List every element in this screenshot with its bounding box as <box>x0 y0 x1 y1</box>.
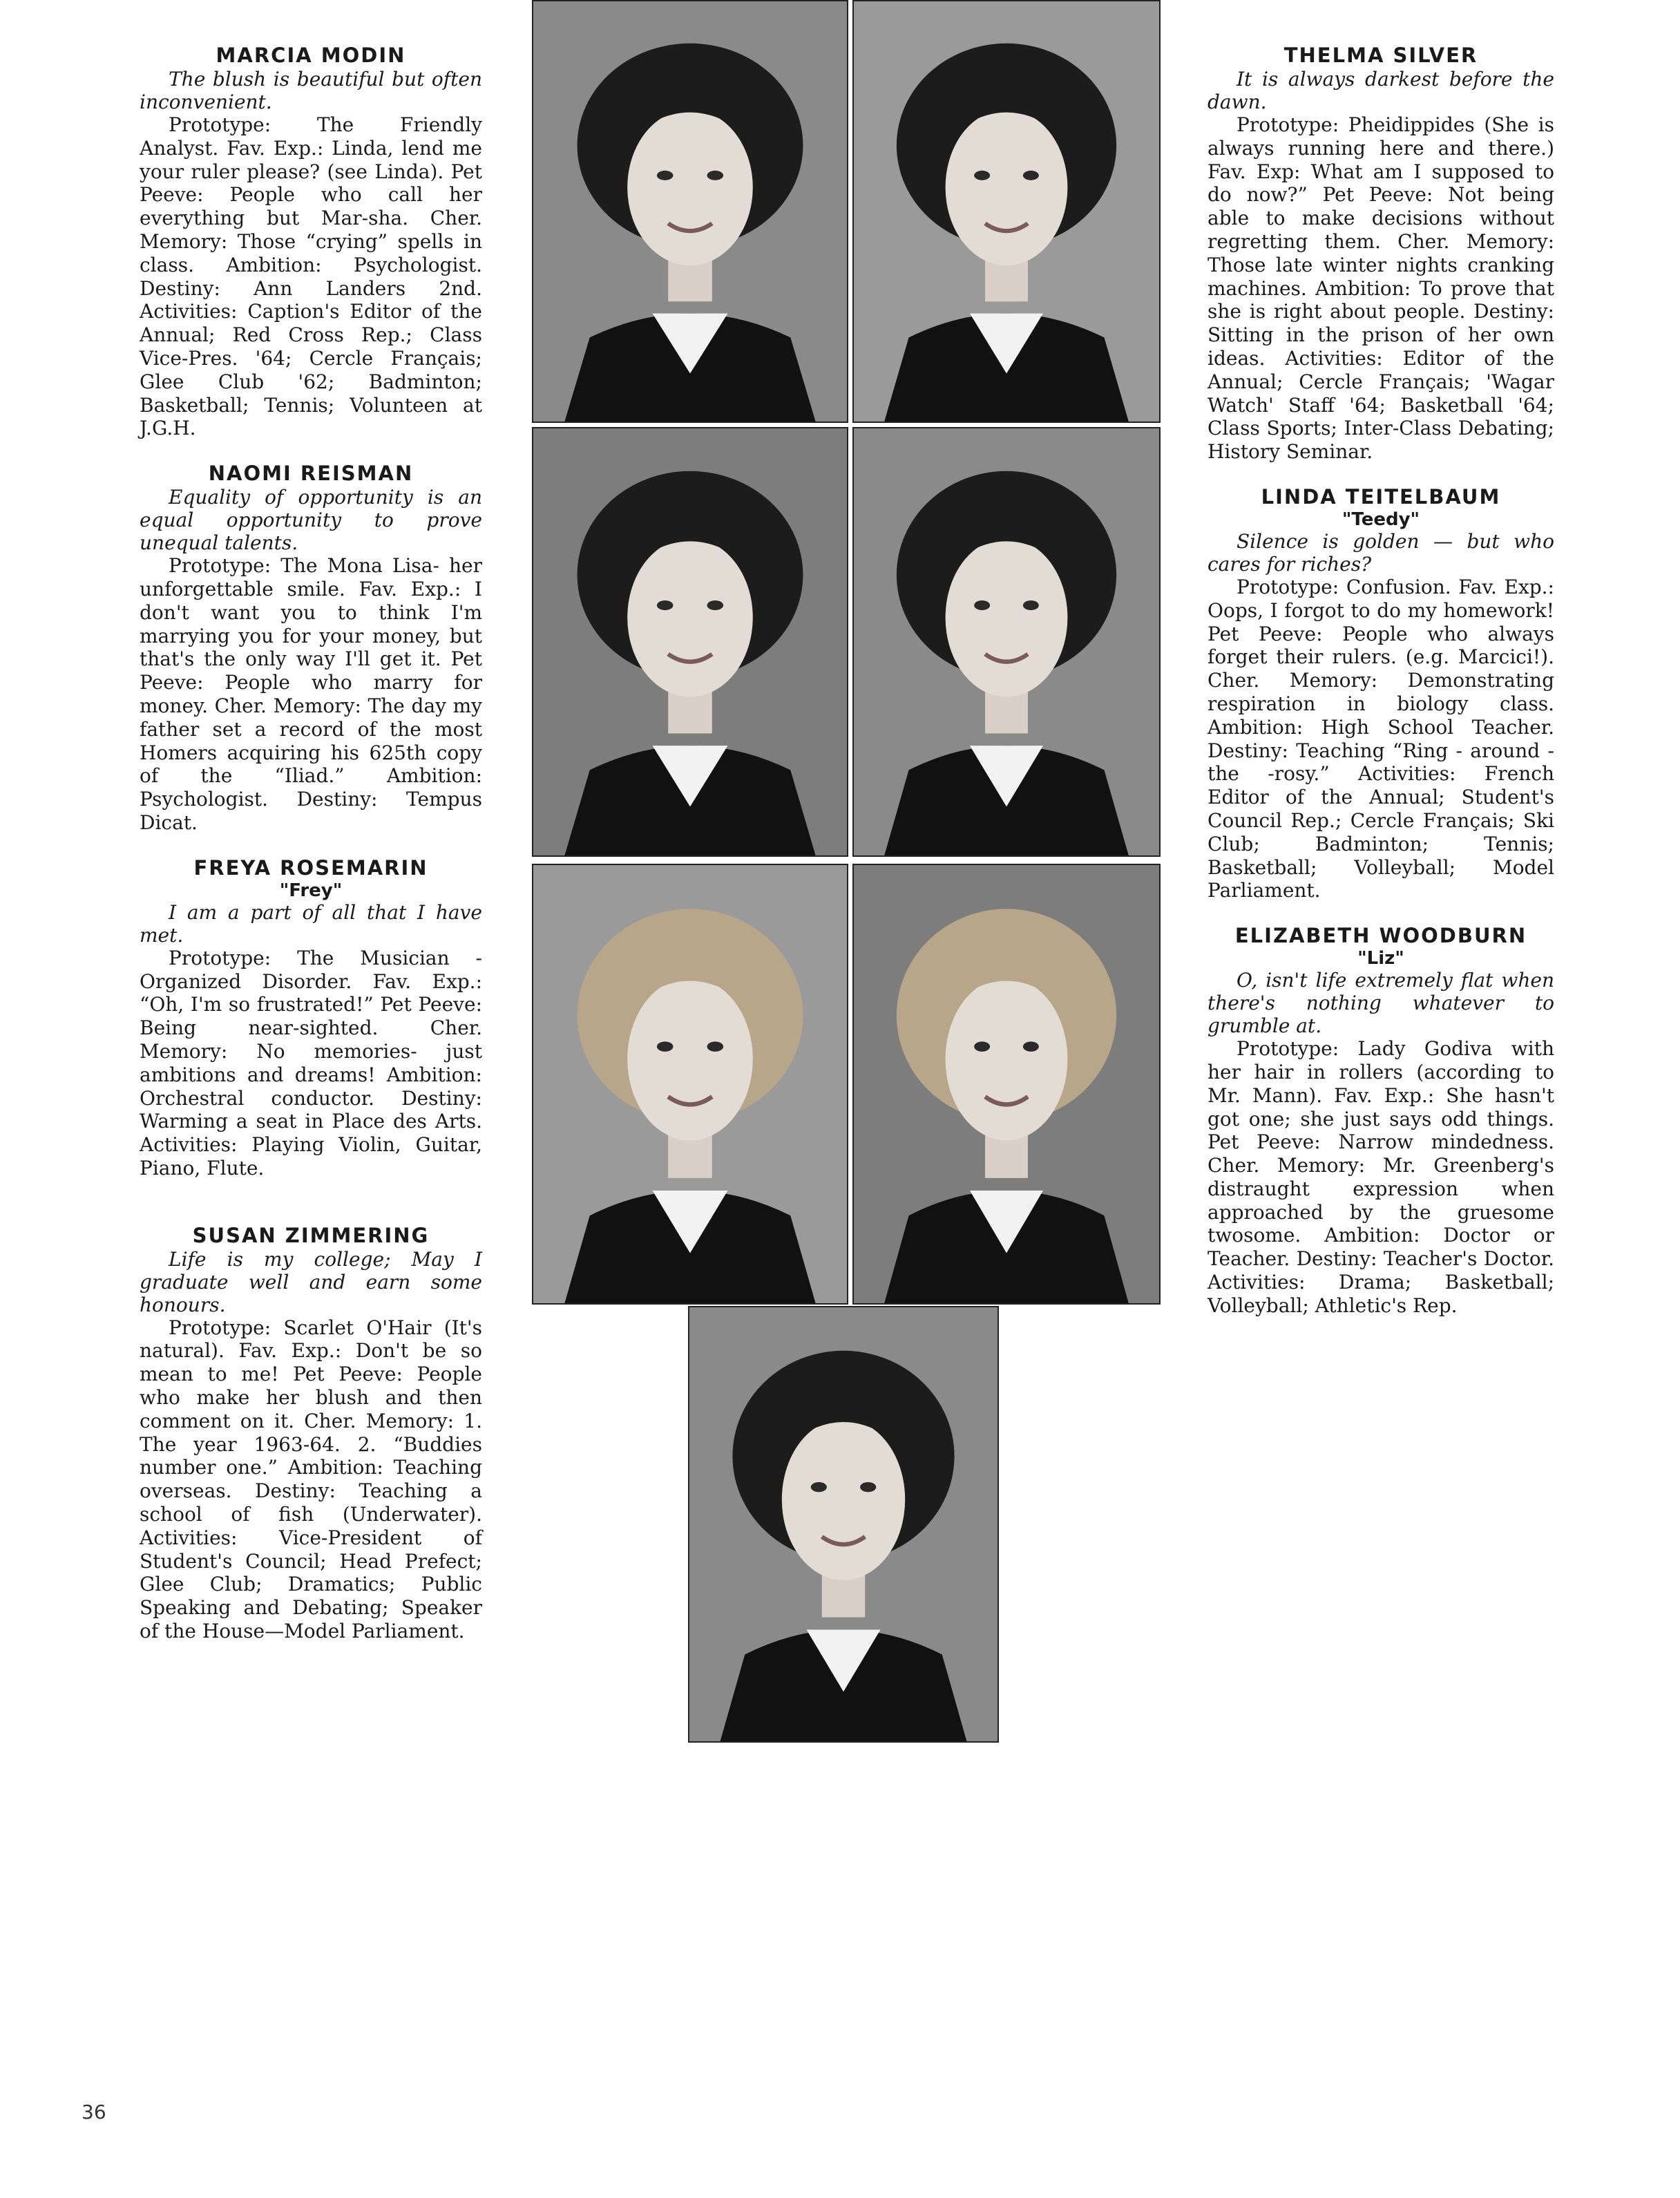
portrait-photo-7 <box>688 1306 999 1743</box>
bio-entry-naomi-reisman <box>140 461 482 835</box>
student-bio: Prototype: The Friendly Analyst. Fav. Exp.: Linda, lend me your ruler please? (see Linda). Pet Peeve: People who call her everything but Mar-sha. Cher. Memory: Those “crying” spells in class. Ambition: Psychologist. Destiny: Ann Landers 2nd. Activities: Caption's Editor of the Annual; Red Cross Rep.; Class Vice-Pres. '64; Cercle Français; Glee Club '62; Badminton; Basketball; Tennis; Volunteen at J.G.H. <box>140 113 482 440</box>
page-number: 36 <box>82 2101 106 2123</box>
student-name: ELIZABETH WOODBURN <box>1234 924 1527 948</box>
student-nickname: "Liz" <box>1357 948 1404 969</box>
student-bio: Prototype: The Mona Lisa- her unforgettable smile. Fav. Exp.: I don't want you to think I'm marrying you for your money, but that's the only way I'll get it. Pet Peeve: People who marry for money. Cher. Memory: The day my father set a record of the most Homers acquiring his 625th copy of the “Iliad.” Ambition: Psychologist. Destiny: Tempus Dicat. <box>140 554 482 834</box>
right-text-column <box>1208 43 1554 1338</box>
bio-entry-thelma-silver <box>1208 43 1554 464</box>
student-name: NAOMI REISMAN <box>208 462 414 486</box>
portrait-photo-6 <box>852 864 1161 1305</box>
student-motto: Silence is golden — but who cares for riches? <box>1208 529 1554 576</box>
bio-entry-susan-zimmering <box>140 1223 482 1643</box>
student-motto: The blush is beautiful but often inconvenient. <box>140 68 482 113</box>
student-name: SUSAN ZIMMERING <box>192 1223 430 1247</box>
student-bio: Prototype: Scarlet O'Hair (It's natural). Fav. Exp.: Don't be so mean to me! Pet Peeve: People who make her blush and then comment on it. Cher. Memory: 1. The year 1963-64. 2. “Buddies number one.” Ambition: Teaching overseas. Destiny: Teaching a school of fish (Underwater). Activities: Vice-President of Student's Council; Head Prefect; Glee Club; Dramatics; Public Speaking and Debating; Speaker of the House—Model Parliament. <box>140 1316 482 1643</box>
portrait-photo-1 <box>532 0 848 423</box>
student-motto: O, isn't life extremely flat when there's nothing whatever to grumble at. <box>1208 969 1554 1038</box>
bio-entry-elizabeth-woodburn <box>1208 923 1554 1318</box>
portrait-photo-5 <box>532 864 848 1305</box>
student-bio: Prototype: Lady Godiva with her hair in rollers (according to Mr. Mann). Fav. Exp.: She hasn't got one; she just says odd things. Pet Peeve: Narrow mindedness. Cher. Memory: Mr. Greenberg's distraught expression when approached by the gruesome twosome. Ambition: Doctor or Teacher. Destiny: Teacher's Doctor. Activities: Drama; Basketball; Volleyball; Athletic's Rep. <box>1208 1037 1554 1317</box>
student-name: THELMA SILVER <box>1283 44 1478 67</box>
portrait-photo-2 <box>852 0 1161 423</box>
bio-entry-linda-teitelbaum <box>1208 484 1554 902</box>
student-name: MARCIA MODIN <box>216 44 406 67</box>
student-nickname: "Teedy" <box>1342 509 1420 530</box>
bio-entry-freya-rosemarin <box>140 855 482 1180</box>
student-motto: It is always darkest before the dawn. <box>1208 68 1554 113</box>
student-name: FREYA ROSEMARIN <box>193 855 428 880</box>
student-bio: Prototype: Confusion. Fav. Exp.: Oops, I forgot to do my homework! Pet Peeve: People who always forget their rulers. (e.g. Marcici!). Cher. Memory: Demonstrating respiration in biology class. Ambition: High School Teacher. Destiny: Teaching “Ring - around - the -rosy.” Activities: French Editor of the Annual; Student's Council Rep.; Cercle Français; Ski Club; Badminton; Tennis; Basketball; Volleyball; Model Parliament. <box>1208 575 1554 902</box>
student-motto: Life is my college; May I graduate well and earn some honours. <box>140 1247 482 1316</box>
student-bio: Prototype: The Musician - Organized Disorder. Fav. Exp.: “Oh, I'm so frustrated!” Pet Peeve: Being near-sighted. Cher. Memory: No memories- just ambitions and dreams! Ambition: Orchestral conductor. Destiny: Warming a seat in Place des Arts. Activities: Playing Violin, Guitar, Piano, Flute. <box>140 946 482 1179</box>
portrait-photo-3 <box>532 427 848 857</box>
student-bio: Prototype: Pheidippides (She is always running here and there.) Fav. Exp: What am I supposed to do now?” Pet Peeve: Not being able to make decisions without regretting them. Cher. Memory: Those late winter nights cranking machines. Ambition: To prove that she is right about people. Destiny: Sitting in the prison of her own ideas. Activities: Editor of the Annual; Cercle Français; 'Wagar Watch' Staff '64; Basketball '64; Class Sports; Inter-Class Debating; History Seminar. <box>1208 113 1554 464</box>
portrait-photo-4 <box>852 427 1161 857</box>
student-motto: I am a part of all that I have met. <box>140 900 482 947</box>
left-text-column <box>140 43 482 1664</box>
student-name: LINDA TEITELBAUM <box>1261 484 1501 509</box>
bio-entry-marcia-modin <box>140 43 482 440</box>
student-motto: Equality of opportunity is an equal opportunity to prove unequal talents. <box>140 486 482 555</box>
student-nickname: "Frey" <box>279 880 343 901</box>
